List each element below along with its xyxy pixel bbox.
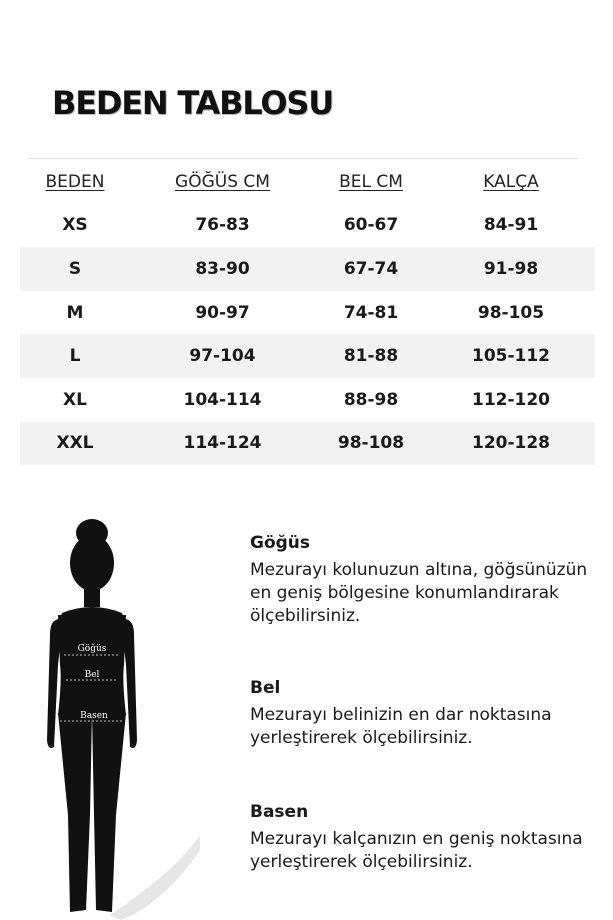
cell-size: XL <box>63 389 87 410</box>
cell-bel: 60-67 <box>343 215 399 236</box>
info-gogus-text: Mezurayı kolunuzun altına, göğsünüzün en geniş bölgesine konumlandırarak ölçebilirsiniz. <box>250 560 588 626</box>
info-bel-text: Mezurayı belinizin en dar noktasına yerleştirerek ölçebilirsiniz. <box>250 705 552 748</box>
table-row <box>20 247 595 291</box>
figure-label-gogus: Göğüs <box>77 644 107 654</box>
cell-gogus: 97-104 <box>130 334 315 378</box>
figure-label-bel: Bel <box>84 670 100 680</box>
body-silhouette-figure <box>40 515 200 920</box>
divider <box>28 158 578 159</box>
cell-gogus: 83-90 <box>130 247 315 291</box>
cell-size: XXL <box>20 422 130 466</box>
header-bel: BEL CM <box>339 171 403 192</box>
cell-kalca: 120-128 <box>427 422 595 466</box>
figure-shadow <box>110 835 200 920</box>
cell-gogus: 104-114 <box>183 389 262 410</box>
cell-bel: 98-108 <box>315 422 427 466</box>
cell-size: M <box>66 302 84 323</box>
figure-label-basen: Basen <box>80 711 108 721</box>
table-header-row <box>20 160 595 204</box>
table-row <box>20 422 595 466</box>
header-gogus: GÖĞÜS CM <box>175 171 270 192</box>
cell-size: S <box>20 247 130 291</box>
cell-gogus: 114-124 <box>130 422 315 466</box>
cell-kalca: 91-98 <box>427 247 595 291</box>
cell-kalca: 84-91 <box>483 215 539 236</box>
table-row <box>20 291 595 335</box>
table-row <box>20 378 595 422</box>
info-basen-text: Mezurayı kalçanızın en geniş noktasına yerleştirerek ölçebilirsiniz. <box>250 829 583 872</box>
cell-bel: 67-74 <box>315 247 427 291</box>
header-beden: BEDEN <box>45 171 105 192</box>
cell-bel: 88-98 <box>343 389 399 410</box>
info-gogus <box>250 533 600 628</box>
page-title: BEDEN TABLOSU <box>52 84 333 122</box>
cell-kalca: 112-120 <box>471 389 551 410</box>
table-row <box>20 334 595 378</box>
info-gogus-title: Göğüs <box>250 533 311 553</box>
info-basen <box>250 802 600 874</box>
table-row <box>20 204 595 248</box>
cell-gogus: 90-97 <box>195 302 250 323</box>
header-kalca: KALÇA <box>483 171 539 192</box>
cell-kalca: 98-105 <box>477 302 545 323</box>
cell-bel: 81-88 <box>315 334 427 378</box>
cell-bel: 74-81 <box>343 302 399 323</box>
cell-size: XS <box>62 215 88 236</box>
cell-kalca: 105-112 <box>427 334 595 378</box>
cell-gogus: 76-83 <box>195 215 250 236</box>
cell-size: L <box>20 334 130 378</box>
size-table <box>20 160 595 465</box>
info-bel <box>250 678 600 750</box>
info-bel-title: Bel <box>250 678 281 698</box>
info-basen-title: Basen <box>250 802 309 822</box>
